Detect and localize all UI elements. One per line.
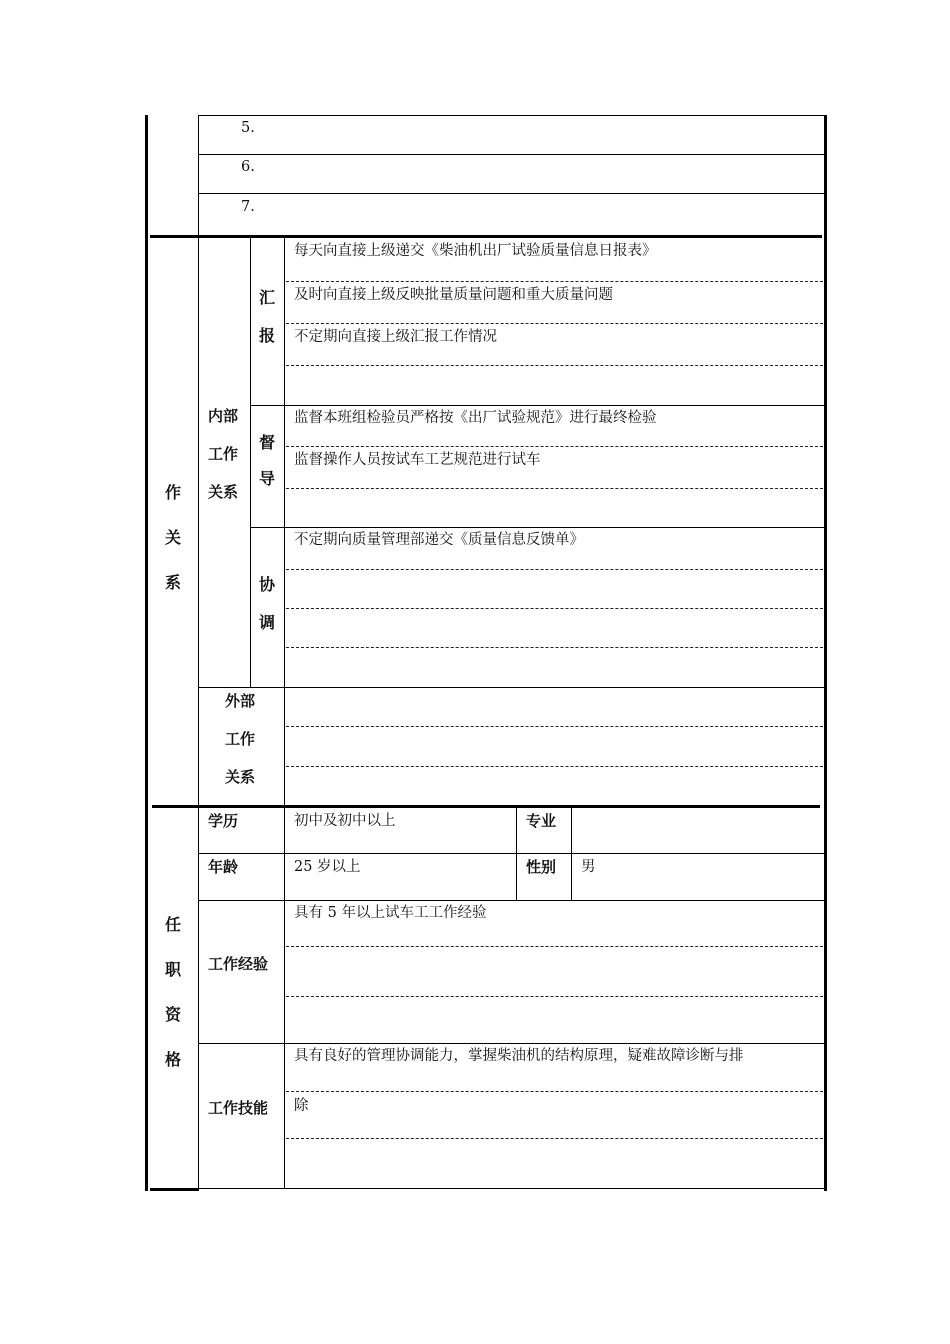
- top-row-6: 6.: [241, 159, 255, 175]
- coordinate-label-char: 协: [258, 575, 275, 594]
- education-label: 学历: [208, 812, 239, 830]
- section-label-char: 职: [164, 960, 181, 979]
- gender-value: 男: [581, 859, 596, 875]
- dashed-line: [286, 488, 823, 489]
- left-thick-border: [145, 115, 148, 1191]
- dashed-line: [286, 766, 823, 767]
- internal-relations-label-2: 工作: [208, 445, 239, 463]
- education-value: 初中及初中以上: [294, 813, 396, 829]
- coordinate-label-char: 调: [258, 613, 275, 632]
- top-border: [198, 115, 824, 116]
- supervise-label-char: 督: [258, 433, 275, 452]
- col-divider-qual: [284, 808, 285, 1188]
- qualifications-section-label: [163, 912, 183, 1070]
- dashed-line: [286, 1091, 823, 1092]
- section-divider-thick-2: [152, 805, 820, 808]
- supervise-item-1: 监督本班组检验员严格按《出厂试验规范》进行最终检验: [294, 410, 657, 426]
- external-relations-label-3: 关系: [225, 768, 256, 786]
- bottom-border: [198, 1188, 824, 1189]
- report-item-1: 每天向直接上级递交《柴油机出厂试验质量信息日报表》: [294, 243, 657, 259]
- section-label-char: 任: [164, 915, 181, 934]
- report-item-3: 不定期向直接上级汇报工作情况: [294, 329, 497, 345]
- report-label-char: 汇: [258, 288, 275, 307]
- external-relations-label-1: 外部: [225, 692, 256, 710]
- bottom-thick-border: [150, 1188, 198, 1191]
- dashed-line: [286, 569, 823, 570]
- report-label: [257, 285, 277, 346]
- dashed-line: [286, 446, 823, 447]
- internal-relations-label-1: 内部: [208, 407, 239, 425]
- experience-value: 具有 5 年以上试车工工作经验: [294, 905, 487, 921]
- top-row-5: 5.: [241, 120, 255, 136]
- col-divider-major-value: [571, 808, 572, 900]
- age-label: 年龄: [208, 858, 239, 876]
- row-line-5: [198, 154, 824, 155]
- report-label-char: 报: [258, 326, 275, 345]
- report-block-bottom: [250, 405, 824, 406]
- dashed-line: [286, 323, 823, 324]
- report-item-2: 及时向直接上级反映批量质量问题和重大质量问题: [294, 287, 613, 303]
- section-label-char: 格: [164, 1050, 181, 1069]
- supervise-item-2: 监督操作人员按试车工艺规范进行试车: [294, 452, 541, 468]
- skills-label: 工作技能: [208, 1099, 269, 1117]
- section-label-char: 资: [164, 1005, 181, 1024]
- dashed-line: [286, 946, 823, 947]
- major-label: 专业: [526, 812, 557, 830]
- internal-block-bottom: [198, 687, 824, 688]
- gender-label: 性别: [526, 858, 557, 876]
- dashed-line: [286, 608, 823, 609]
- age-value: 25 岁以上: [294, 859, 361, 875]
- work-relations-section-label: [163, 480, 183, 593]
- experience-label: 工作经验: [208, 955, 269, 973]
- dashed-line: [286, 1138, 823, 1139]
- row-line-6: [198, 193, 824, 194]
- dashed-line: [286, 365, 823, 366]
- row-line-education: [198, 853, 824, 854]
- row-line-experience: [198, 1043, 824, 1044]
- coordinate-item-1: 不定期向质量管理部递交《质量信息反馈单》: [294, 532, 584, 548]
- dashed-line: [286, 726, 823, 727]
- dashed-line: [286, 996, 823, 997]
- section-label-char: 作: [164, 483, 181, 502]
- external-relations-label-2: 工作: [225, 730, 256, 748]
- skills-value-line-1: 具有良好的管理协调能力，掌握柴油机的结构原理，疑难故障诊断与排: [294, 1048, 744, 1064]
- right-thick-border: [824, 115, 827, 1191]
- row-line-age: [198, 900, 824, 901]
- supervise-label: [257, 430, 277, 489]
- col-divider-1: [198, 115, 199, 1191]
- col-divider-2: [250, 238, 251, 688]
- col-divider-major: [516, 808, 517, 900]
- dashed-line: [286, 281, 823, 282]
- col-divider-3: [284, 238, 285, 805]
- skills-value-line-2: 除: [294, 1098, 309, 1114]
- section-label-char: 系: [164, 573, 181, 592]
- coordinate-label: [257, 572, 277, 633]
- top-row-7: 7.: [241, 199, 255, 215]
- supervise-label-char: 导: [258, 469, 275, 488]
- internal-relations-label-3: 关系: [208, 483, 239, 501]
- supervise-block-bottom: [250, 527, 824, 528]
- section-label-char: 关: [164, 528, 181, 547]
- dashed-line: [286, 647, 823, 648]
